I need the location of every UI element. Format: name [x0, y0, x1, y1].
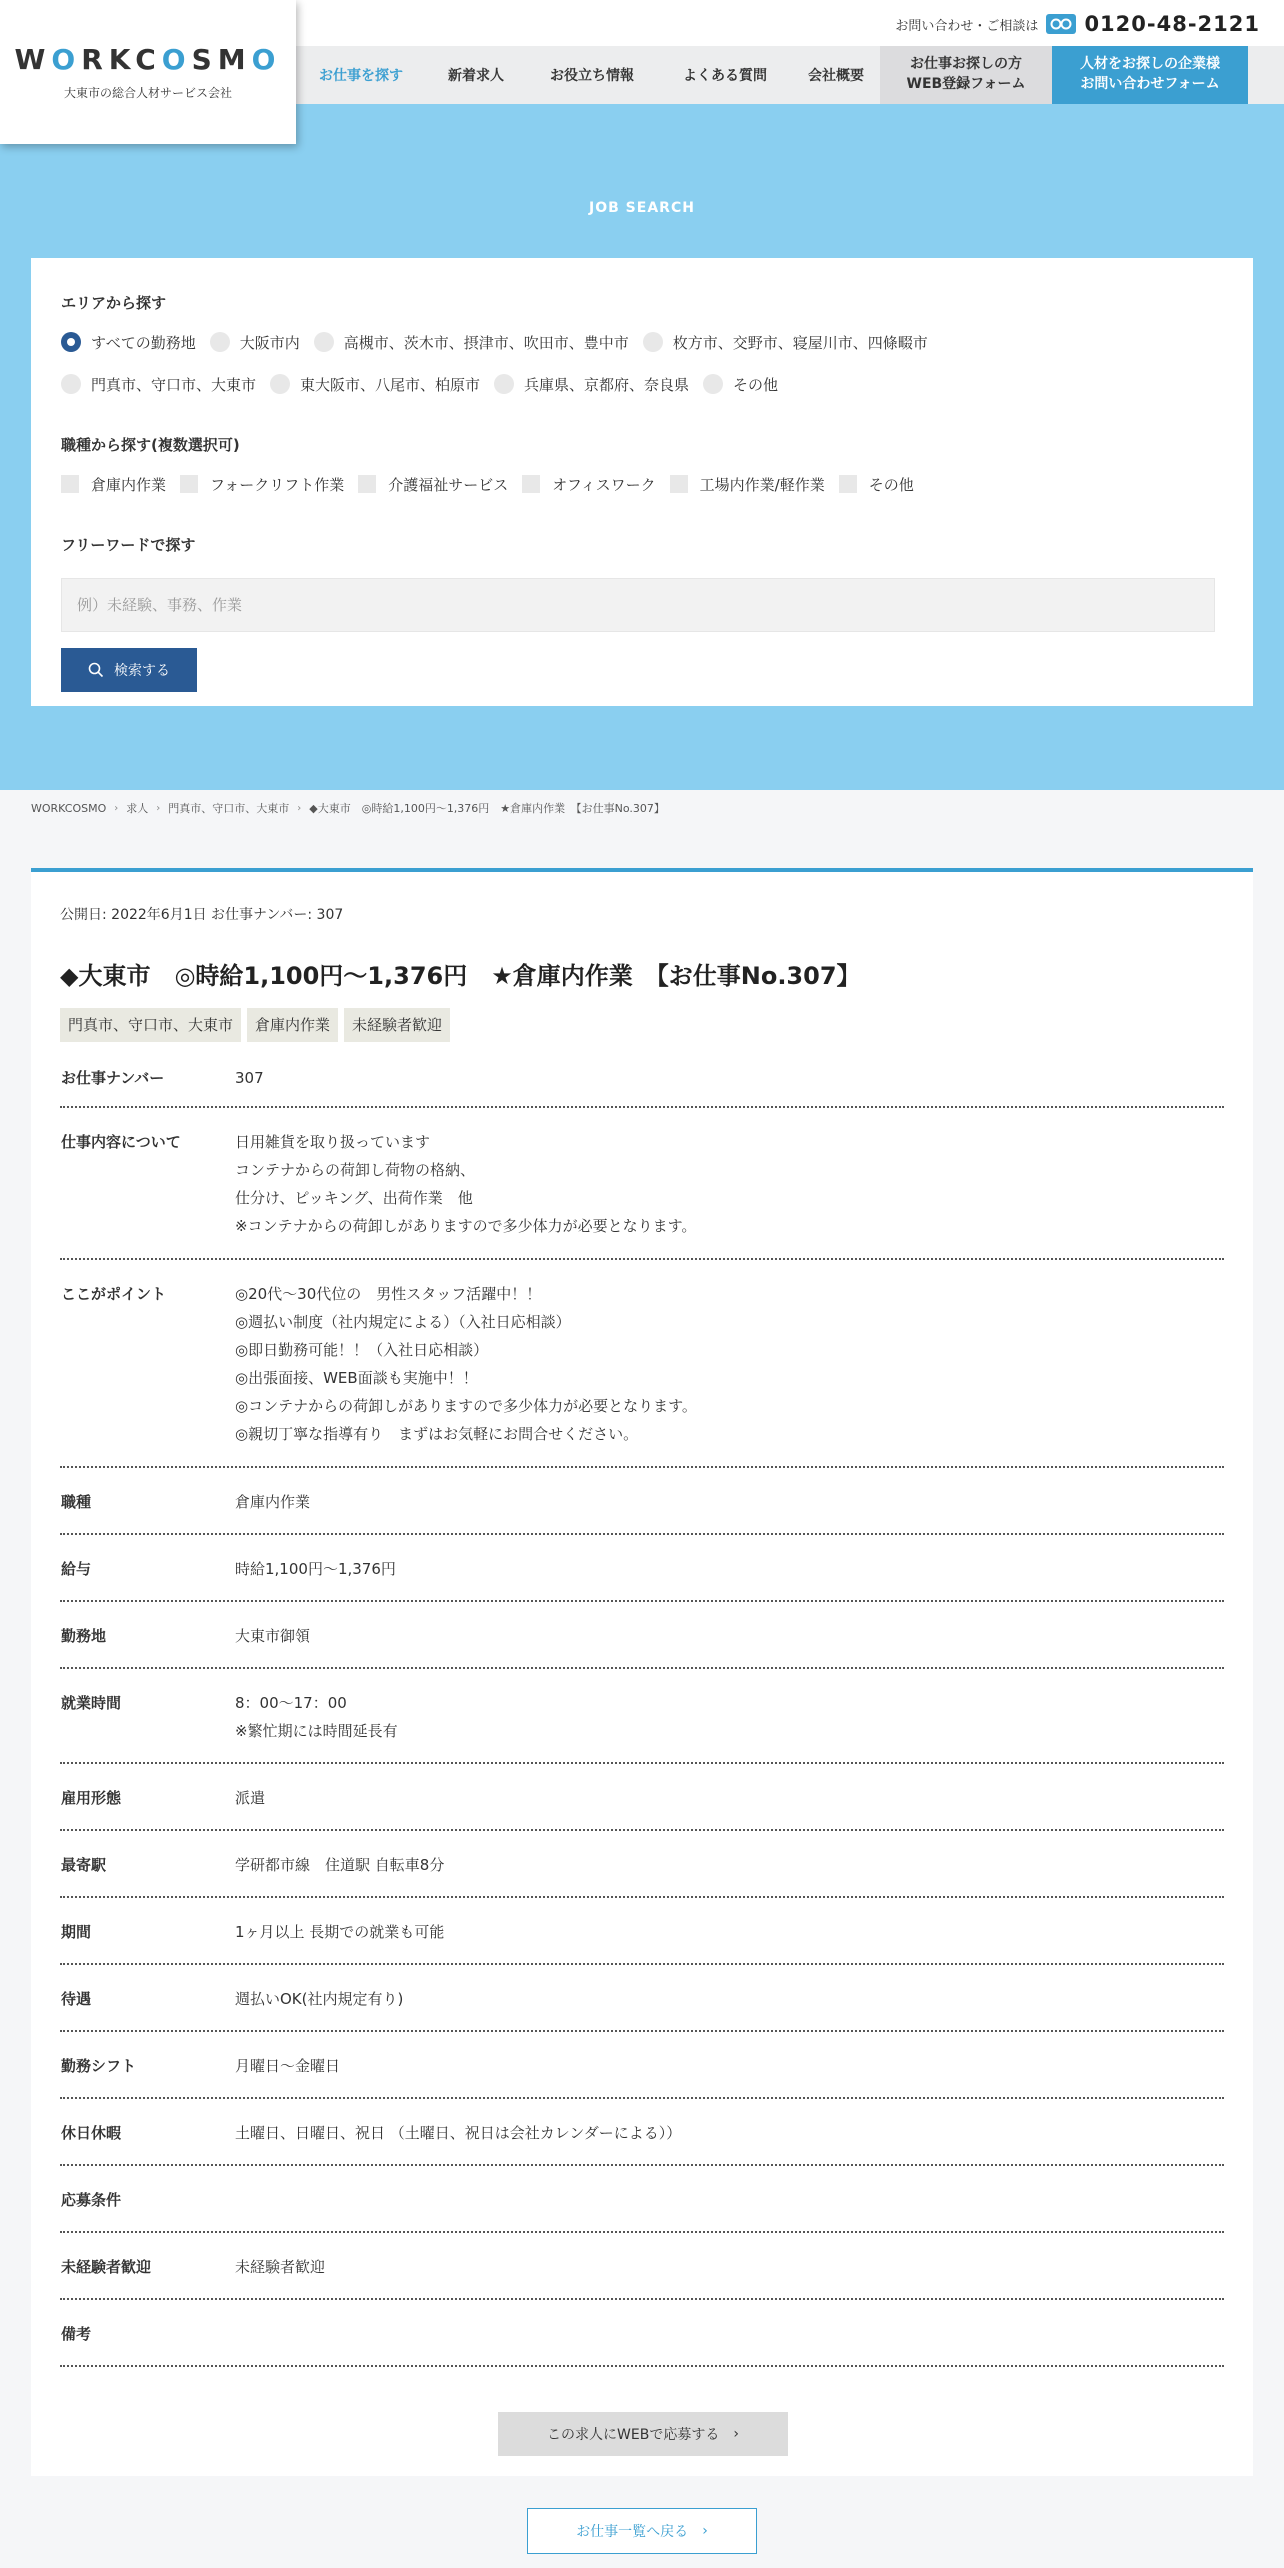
detail-row	[60, 1468, 1224, 1535]
freedial-icon	[1046, 14, 1076, 34]
area-option-label: 高槻市、茨木市、摂津市、吹田市、豊中市	[343, 333, 629, 352]
detail-value	[235, 2253, 325, 2298]
detail-value-line: ◎20代〜30代位の 男性スタッフ活躍中！！	[235, 1285, 542, 1303]
breadcrumb-home[interactable]: WORKCOSMO	[31, 801, 107, 815]
detail-label: 雇用形態	[61, 1789, 122, 1807]
detail-label: 待遇	[61, 1990, 92, 2008]
detail-value	[235, 1064, 264, 1106]
checkbox-icon	[358, 475, 376, 493]
detail-value-line: 倉庫内作業	[235, 1493, 311, 1511]
chevron-right-icon: ›	[733, 2426, 739, 2442]
radio-icon	[210, 332, 230, 352]
detail-label: 期間	[61, 1923, 92, 1941]
job-type-label: 倉庫内作業	[91, 475, 167, 494]
apply-web-button[interactable]	[498, 2412, 788, 2456]
detail-value	[235, 1280, 697, 1466]
detail-label: 仕事内容について	[61, 1133, 181, 1151]
detail-label: 最寄駅	[61, 1856, 107, 1874]
detail-row	[60, 1898, 1224, 1965]
checkbox-icon	[522, 475, 540, 493]
checkbox-icon	[670, 475, 688, 493]
back-to-list-button[interactable]	[527, 2508, 757, 2554]
radio-icon	[270, 374, 290, 394]
detail-row	[60, 1535, 1224, 1602]
area-option-label: 大阪市内	[239, 333, 300, 352]
detail-value	[235, 2052, 340, 2097]
contact-info	[895, 10, 1260, 38]
nav-company-contact-button[interactable]	[1052, 46, 1248, 104]
detail-value-line: ◎親切丁寧な指導有り まずはお気軽にお問合せください。	[235, 1425, 639, 1443]
breadcrumb	[31, 800, 665, 816]
nav-company[interactable]: 会社概要	[808, 68, 864, 84]
detail-value	[235, 2119, 681, 2164]
area-option[interactable]	[314, 332, 629, 353]
job-type-label: 介護福祉サービス	[388, 475, 509, 494]
job-type-checkbox[interactable]	[839, 474, 914, 495]
radio-icon	[703, 374, 723, 394]
chevron-right-icon: ›	[156, 802, 161, 814]
detail-row	[60, 1764, 1224, 1831]
detail-value-line: ※コンテナからの荷卸しがありますので多少体力が必要となります。	[235, 1217, 697, 1235]
area-option[interactable]	[210, 332, 300, 353]
detail-value-line: ◎即日勤務可能！！（入社日応相談）	[235, 1341, 489, 1359]
nav-useful-info[interactable]: お役立ち情報	[550, 68, 634, 84]
detail-label: 勤務シフト	[61, 2057, 137, 2075]
detail-value-line: 日用雑貨を取り扱っています	[235, 1133, 431, 1151]
job-search-section	[0, 104, 1284, 790]
area-option[interactable]	[61, 374, 256, 395]
detail-value-line: 307	[235, 1069, 264, 1087]
cta-line-2: WEB登録フォーム	[906, 76, 1026, 92]
keyword-input[interactable]	[61, 578, 1215, 632]
radio-icon	[314, 332, 334, 352]
detail-value-line: 週払いOK(社内規定有り)	[235, 1990, 404, 2008]
job-tags	[60, 1008, 450, 1042]
detail-value	[235, 1784, 265, 1829]
job-detail-table	[60, 1042, 1224, 2367]
checkbox-icon	[61, 475, 79, 493]
site-header	[0, 0, 1284, 104]
job-type-checkbox[interactable]	[522, 474, 655, 495]
area-option[interactable]	[703, 374, 778, 395]
chevron-right-icon: ›	[297, 802, 302, 814]
detail-value-line: 1ヶ月以上 長期での就業も可能	[235, 1923, 445, 1941]
checkbox-icon	[839, 475, 857, 493]
nav-web-registration-button[interactable]	[880, 46, 1052, 104]
detail-label: 休日休暇	[61, 2124, 122, 2142]
job-type-checkbox[interactable]	[358, 474, 508, 495]
detail-value	[235, 1622, 310, 1667]
radio-checked-icon	[61, 332, 81, 352]
detail-row	[60, 2300, 1224, 2367]
detail-value	[235, 1689, 398, 1762]
search-button-label: 検索する	[114, 663, 170, 679]
area-option-label: その他	[733, 375, 779, 394]
detail-value	[235, 1851, 444, 1896]
detail-value-line: 時給1,100円〜1,376円	[235, 1560, 396, 1578]
detail-value	[235, 1918, 444, 1963]
detail-row	[60, 1669, 1224, 1764]
job-type-label: 工場内作業/軽作業	[699, 475, 825, 494]
detail-value	[235, 1128, 696, 1258]
area-options-row-1	[61, 330, 942, 354]
job-meta: 公開日: 2022年6月1日 お仕事ナンバー: 307	[60, 907, 344, 923]
job-detail-card	[31, 868, 1253, 2476]
detail-value-line: 未経験者歓迎	[235, 2258, 326, 2276]
back-button-label: お仕事一覧へ戻る	[576, 2524, 689, 2540]
search-form	[31, 258, 1253, 706]
area-option-label: すべての勤務地	[91, 333, 196, 352]
chevron-right-icon: ›	[114, 802, 119, 814]
detail-value-line: 8：00〜17：00	[235, 1694, 347, 1712]
detail-label: 給与	[61, 1560, 92, 1578]
detail-row	[60, 2032, 1224, 2099]
job-type-checkbox[interactable]	[61, 474, 166, 495]
search-button[interactable]	[61, 648, 197, 692]
job-type-label: オフィスワーク	[552, 475, 656, 494]
logo[interactable]	[0, 0, 296, 144]
area-option[interactable]	[61, 332, 196, 353]
detail-value-line: 大東市御領	[235, 1627, 311, 1645]
area-group-title: エリアから探す	[61, 294, 167, 312]
detail-value-line: 仕分け、ピッキング、出荷作業 他	[235, 1189, 473, 1207]
job-type-label: フォークリフト作業	[210, 475, 345, 494]
area-options-row-2	[61, 372, 792, 396]
detail-row	[60, 1260, 1224, 1468]
detail-row	[60, 1965, 1224, 2032]
detail-value-line: 月曜日〜金曜日	[235, 2057, 341, 2075]
detail-value-line: 土曜日、日曜日、祝日 （土曜日、祝日は会社カレンダーによる））	[235, 2124, 682, 2142]
detail-value-line: ◎週払い制度（社内規定による）（入社日応相談）	[235, 1313, 571, 1331]
detail-label: 応募条件	[61, 2191, 122, 2209]
main-nav	[296, 46, 1284, 104]
job-type-checkbox[interactable]	[180, 474, 344, 495]
detail-row	[60, 2166, 1224, 2233]
nav-new-jobs[interactable]: 新着求人	[448, 68, 504, 84]
radio-icon	[494, 374, 514, 394]
chevron-right-icon: ›	[702, 2523, 708, 2539]
job-type-checkbox[interactable]	[670, 474, 825, 495]
breadcrumb-jobs[interactable]: 求人	[126, 802, 149, 815]
detail-label: 勤務地	[61, 1627, 107, 1645]
job-type-label: その他	[868, 475, 914, 494]
job-tag[interactable]: 倉庫内作業	[247, 1008, 338, 1042]
detail-value	[235, 1985, 403, 2030]
job-tag[interactable]: 未経験者歓迎	[344, 1008, 450, 1042]
nav-faq[interactable]: よくある質問	[683, 68, 767, 84]
detail-row	[60, 2099, 1224, 2166]
detail-value-line: ◎出張面接、WEB面談も実施中！！	[235, 1369, 478, 1387]
apply-button-label: この求人にWEBで応募する	[547, 2427, 720, 2443]
job-title: ◆大東市 ◎時給1,100円〜1,376円 ★倉庫内作業 【お仕事No.307】	[60, 962, 861, 990]
phone-number[interactable]: 0120-48-2121	[1084, 12, 1260, 36]
area-option-label: 兵庫県、京都府、奈良県	[524, 375, 690, 394]
radio-icon	[61, 374, 81, 394]
detail-label: 職種	[61, 1493, 92, 1511]
detail-label: 備考	[61, 2325, 92, 2343]
logo-subtitle: 大東市の総合人材サービス会社	[63, 86, 232, 100]
area-option-label: 門真市、守口市、大東市	[91, 375, 257, 394]
job-type-options	[61, 472, 928, 496]
radio-icon	[643, 332, 663, 352]
search-icon	[88, 662, 104, 678]
detail-value-line: 学研都市線 住道駅 自転車8分	[235, 1856, 445, 1874]
detail-value-line: ※繁忙期には時間延長有	[235, 1722, 398, 1740]
detail-value-line: 派遣	[235, 1789, 266, 1807]
logo-text: WORKCOSMO	[14, 43, 282, 76]
detail-label: 未経験者歓迎	[61, 2258, 152, 2276]
detail-row	[60, 1108, 1224, 1260]
detail-label: お仕事ナンバー	[61, 1069, 165, 1087]
detail-value-line: コンテナからの荷卸し荷物の格納、	[235, 1161, 476, 1179]
area-option[interactable]	[494, 374, 689, 395]
job-tag[interactable]: 門真市、守口市、大東市	[60, 1008, 241, 1042]
section-title: JOB SEARCH	[589, 200, 695, 216]
area-option-label: 枚方市、交野市、寝屋川市、四條畷市	[672, 333, 928, 352]
breadcrumb-area[interactable]: 門真市、守口市、大東市	[168, 802, 290, 815]
area-option[interactable]	[643, 332, 928, 353]
detail-row	[60, 1831, 1224, 1898]
cta-line-1: お仕事お探しの方	[910, 56, 1022, 73]
detail-value	[235, 1488, 310, 1533]
detail-label: ここがポイント	[61, 1285, 167, 1303]
detail-value	[235, 1555, 396, 1600]
detail-row	[60, 1602, 1224, 1669]
cta-line-1: 人材をお探しの企業様	[1080, 56, 1220, 73]
detail-row	[60, 2233, 1224, 2300]
detail-row	[60, 1042, 1224, 1108]
area-option[interactable]	[270, 374, 480, 395]
checkbox-icon	[180, 475, 198, 493]
cta-line-2: お問い合わせフォーム	[1080, 76, 1220, 92]
job-type-group-title: 職種から探す(複数選択可)	[61, 436, 240, 454]
detail-value-line: ◎コンテナからの荷卸しがありますので多少体力が必要となります。	[235, 1397, 697, 1415]
nav-find-jobs[interactable]: お仕事を探す	[319, 68, 403, 84]
keyword-group-title: フリーワードで探す	[61, 536, 196, 554]
detail-label: 就業時間	[61, 1694, 122, 1712]
breadcrumb-current: ◆大東市 ◎時給1,100円〜1,376円 ★倉庫内作業 【お仕事No.307】	[309, 802, 665, 815]
area-option-label: 東大阪市、八尾市、柏原市	[300, 375, 481, 394]
contact-label: お問い合わせ・ご相談は	[895, 18, 1039, 34]
